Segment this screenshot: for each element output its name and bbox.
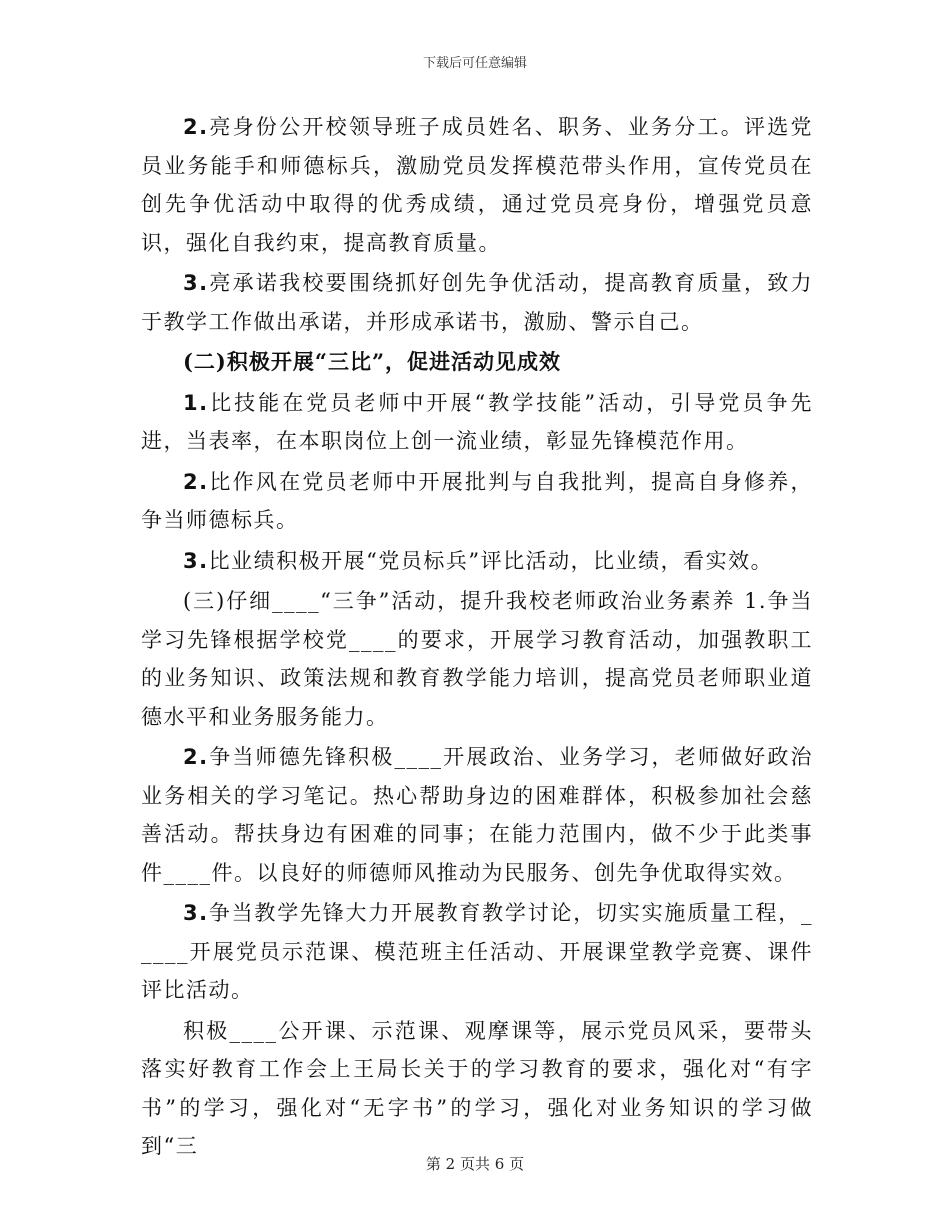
paragraph-text: (三)仔细____“三争”活动，提升我校老师政治业务素养 1.争当学习先锋根据学校党____的要求，开展学习教育活动，加强教职工的业务知识、政策法规和教育教学能力培训，提高党员老师职业道德水平和业务服务能力。 xyxy=(141,589,813,729)
paragraph-number: 3. xyxy=(183,548,209,573)
paragraph-text: 亮承诺我校要围绕抓好创先争优活动，提高教育质量，致力于教学工作做出承诺，并形成承诺书，激励、警示自己。 xyxy=(141,271,813,334)
paragraph-text: 比作风在党员老师中开展批判与自我批判，提高自身修养，争当师德标兵。 xyxy=(141,469,813,532)
paragraph-number: 2. xyxy=(183,115,209,139)
section-heading xyxy=(141,343,813,382)
paragraph-text: 比技能在党员老师中开展“教学技能”活动，引导党员争先进，当表率，在本职岗位上创一流业绩，彰显先锋模范作用。 xyxy=(141,390,813,453)
paragraph xyxy=(141,384,813,461)
paragraph-number: 3. xyxy=(183,901,209,925)
paragraph-text: 比业绩积极开展“党员标兵”评比活动，比业绩，看实效。 xyxy=(208,548,774,573)
paragraph xyxy=(141,108,813,262)
paragraph xyxy=(141,894,813,1010)
paragraph-text: 争当教学先锋大力开展教育教学讨论，切实实施质量工程，_____开展党员示范课、模范班主任活动、开展课堂教学竞赛、课件评比活动。 xyxy=(141,901,813,1002)
paragraph xyxy=(141,463,813,540)
paragraph-number: 2. xyxy=(183,745,209,769)
page-header: 下载后可任意编辑 xyxy=(422,56,527,71)
paragraph-text: 争当师德先锋积极____开展政治、业务学习，老师做好政治业务相关的学习笔记。热心帮助身边的困难群体，积极参加社会慈善活动。帮扶身边有困难的同事；在能力范围内，做不少于此类事件____件。以良好的师德师风推动为民服务、创先争优取得实效。 xyxy=(141,745,813,885)
paragraph xyxy=(141,738,813,892)
paragraph-text: 亮身份公开校领导班子成员姓名、职务、业务分工。评选党员业务能手和师德标兵，激励党员发挥模范带头作用，宣传党员在创先争优活动中取得的优秀成绩，通过党员亮身份，增强党员意识，强化自我约束，提高教育质量。 xyxy=(141,115,813,255)
paragraph xyxy=(141,1012,813,1166)
section-heading-text: (二)积极开展“三比”，促进活动见成效 xyxy=(183,349,562,374)
paragraph xyxy=(141,582,813,736)
paragraph-number: 1. xyxy=(183,390,209,415)
document-body xyxy=(141,108,813,1168)
paragraph-text: 积极____公开课、示范课、观摩课等，展示党员风采，要带头落实好教育工作会上王局长关于的学习教育的要求，强化对“有字书”的学习，强化对“无字书”的学习，强化对业务知识的学习做到“三 xyxy=(141,1018,813,1158)
paragraph xyxy=(141,264,813,341)
paragraph-number: 3. xyxy=(183,271,209,295)
page-footer: 第 2 页共 6 页 xyxy=(425,1155,525,1173)
paragraph-number: 2. xyxy=(183,469,209,494)
paragraph xyxy=(141,542,813,581)
